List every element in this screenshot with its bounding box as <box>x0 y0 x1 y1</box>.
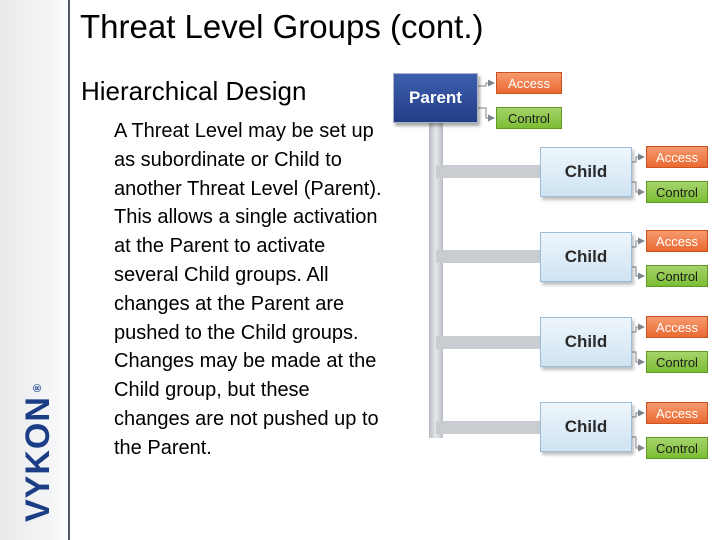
child-3-control-node: Control <box>646 351 708 373</box>
branch-child-4 <box>436 421 540 434</box>
slide-title: Threat Level Groups (cont.) <box>80 8 484 45</box>
hierarchy-trunk <box>429 122 443 438</box>
parent-node: Parent <box>393 73 478 123</box>
arrow-child-2-access <box>632 241 644 247</box>
child-node-1: Child <box>540 147 632 197</box>
branch-child-3 <box>436 336 540 349</box>
branch-child-1 <box>436 165 540 178</box>
child-2-control-node: Control <box>646 265 708 287</box>
child-3-access-node: Access <box>646 316 708 338</box>
parent-control-node: Control <box>496 107 562 129</box>
slide-subtitle: Hierarchical Design <box>81 76 307 106</box>
parent-access-node: Access <box>496 72 562 94</box>
child-node-4: Child <box>540 402 632 452</box>
slide-body-text: A Threat Level may be set up as subordinate or Child to another Threat Level (Parent). This allows a single activation at the Parent to activate several Child groups. All changes at the Parent are pushed to the Child groups. Changes may be made at the Child group, but these changes are not pushed up to the Parent. <box>114 120 382 459</box>
arrow-child-2-control <box>632 267 644 276</box>
arrow-child-4-control <box>632 437 644 448</box>
child-1-control-node: Control <box>646 181 708 203</box>
logo-text: VYKON <box>19 396 57 522</box>
child-node-3: Child <box>540 317 632 367</box>
arrow-child-3-access <box>632 327 644 332</box>
child-1-access-node: Access <box>646 146 708 168</box>
child-2-access-node: Access <box>646 230 708 252</box>
arrow-child-1-access <box>632 157 644 162</box>
registered-mark: ® <box>32 382 44 393</box>
child-4-access-node: Access <box>646 402 708 424</box>
arrow-parent-control <box>478 108 494 118</box>
arrow-parent-access <box>478 83 494 86</box>
child-node-2: Child <box>540 232 632 282</box>
arrow-child-1-control <box>632 182 644 192</box>
vykon-logo <box>19 382 57 522</box>
arrow-child-4-access <box>632 413 644 417</box>
sidebar-divider <box>68 0 70 540</box>
arrow-child-3-control <box>632 352 644 362</box>
child-4-control-node: Control <box>646 437 708 459</box>
branch-child-2 <box>436 250 540 263</box>
